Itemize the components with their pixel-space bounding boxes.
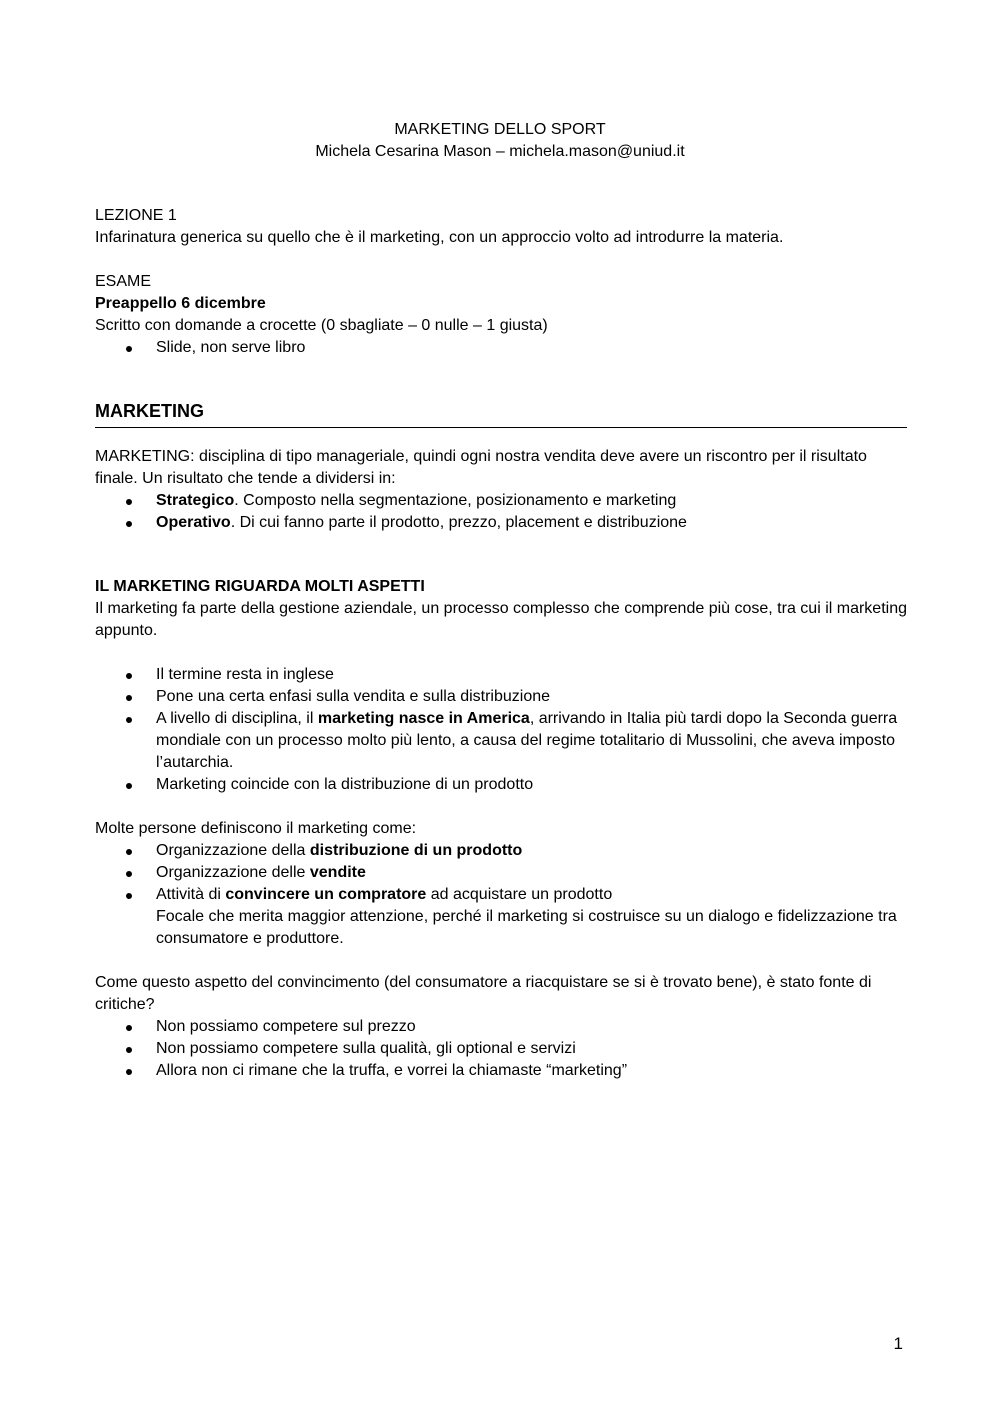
page-content [95,119,907,1082]
list-item: Il termine resta in inglese [95,664,907,686]
list-item: Non possiamo competere sul prezzo [95,1016,907,1038]
marketing-intro: MARKETING: disciplina di tipo manageriale, quindi ogni nostra vendita deve avere un riscontro per il risultato finale. Un risultato che tende a dividersi in: [95,448,867,487]
page-number: 1 [893,1334,903,1353]
list-item: A livello di disciplina, il marketing nasce in America, arrivando in Italia più tardi dopo la Seconda guerra mondiale con un processo molto più lento, a causa del regime totalitario di Mussolini, che aveva imposto l’autarchia. [95,708,907,774]
list-item: Non possiamo competere sulla qualità, gli optional e servizi [95,1038,907,1060]
list-item: Organizzazione delle vendite [95,862,907,884]
list-item: Strategico. Composto nella segmentazione, posizionamento e marketing [95,490,907,512]
list-item-continuation: Focale che merita maggior attenzione, perché il marketing si costruisce su un dialogo e fidelizzazione tra consumatore e produttore. [156,908,897,947]
list-item: Operativo. Di cui fanno parte il prodotto, prezzo, placement e distribuzione [95,512,907,534]
list-item: Allora non ci rimane che la truffa, e vorrei la chiamaste “marketing” [95,1060,907,1082]
esame-list [95,337,907,359]
list-item: Pone una certa enfasi sulla vendita e sulla distribuzione [95,686,907,708]
critiche-text: Come questo aspetto del convincimento (del consumatore a riacquistare se si è trovato bene), è stato fonte di critiche? [95,974,872,1013]
section-heading-marketing: MARKETING [95,399,907,428]
list-item: Marketing coincide con la distribuzione di un prodotto [95,774,907,796]
aspetti-heading: IL MARKETING RIGUARDA MOLTI ASPETTI [95,578,425,595]
document-title: MARKETING DELLO SPORT [394,121,606,138]
list-item: Organizzazione della distribuzione di un prodotto [95,840,907,862]
list-item: Slide, non serve libro [95,337,907,359]
critiche-list [95,1016,907,1082]
lezione-text: Infarinatura generica su quello che è il marketing, con un approccio volto ad introdurre la materia. [95,229,784,246]
document-author: Michela Cesarina Mason – michela.mason@uniud.it [315,143,685,160]
esame-text: Scritto con domande a crocette (0 sbagliate – 0 nulle – 1 giusta) [95,317,548,334]
preappello-line: Preappello 6 dicembre [95,295,266,312]
aspetti-list [95,664,907,796]
definizioni-list [95,840,907,950]
list-item: Attività di convincere un compratore ad acquistare un prodotto [95,884,907,906]
aspetti-text: Il marketing fa parte della gestione aziendale, un processo complesso che comprende più cose, tra cui il marketing appunto. [95,600,907,639]
lezione-heading: LEZIONE 1 [95,207,177,224]
marketing-list [95,490,907,534]
definizioni-text: Molte persone definiscono il marketing come: [95,820,417,837]
esame-heading: ESAME [95,273,152,290]
